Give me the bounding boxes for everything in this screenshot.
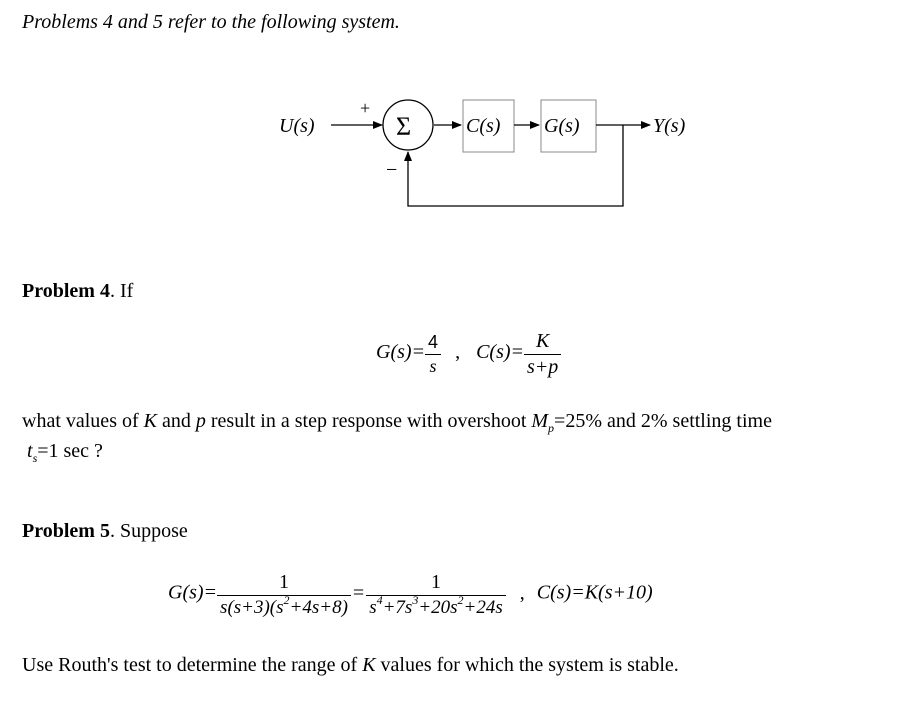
p5-c-expr: C(s)=K(s+10) xyxy=(536,581,653,604)
input-label: U(s) xyxy=(279,115,315,137)
p4-q-part4: and 2% settling time xyxy=(602,410,772,432)
p4-mp-value: =25% xyxy=(554,410,602,432)
p4-q-p: p xyxy=(195,410,206,432)
problem5-heading xyxy=(22,520,188,543)
p4-c-num: K xyxy=(524,330,561,355)
block-diagram xyxy=(0,0,907,230)
p4-q-part3: result in a step response with overshoot xyxy=(205,410,532,432)
p5-frac2-t2: +7s xyxy=(382,597,413,618)
p5-fraction1 xyxy=(217,571,351,619)
p4-c-den: s+p xyxy=(527,356,559,378)
p4-g-den: s xyxy=(429,356,437,376)
problem5-label: Problem 5 xyxy=(22,520,110,542)
p4-ts-value: =1 xyxy=(37,440,59,462)
p5-frac2-t1: s xyxy=(369,597,377,618)
p4-g-fraction xyxy=(425,332,441,377)
problem4-label: Problem 4 xyxy=(22,280,110,302)
p5-frac1-num: 1 xyxy=(217,571,351,596)
p5-frac1-den-exp: 2 xyxy=(283,593,290,607)
p4-mp-M: M xyxy=(531,410,549,432)
p5-frac2-e1: 4 xyxy=(376,593,383,607)
p4-ts-t: t xyxy=(27,440,33,462)
p5-routh-K: K xyxy=(362,654,376,676)
p5-frac1-den-a: s(s+3)(s xyxy=(220,597,284,618)
problem4-question-line2 xyxy=(27,440,103,463)
p5-eq: = xyxy=(352,581,365,604)
p5-frac2-e2: 3 xyxy=(412,593,419,607)
problem4-heading xyxy=(22,280,133,303)
p4-ts-unit: sec ? xyxy=(58,440,103,462)
p5-frac2-e3: 2 xyxy=(457,593,464,607)
plus-sign: + xyxy=(360,98,371,118)
p5-frac2-t3: +20s xyxy=(418,597,458,618)
p5-sep: , xyxy=(519,581,525,604)
p5-frac2-num: 1 xyxy=(366,571,506,596)
p5-routh-part1: Use Routh's test to determine the range of xyxy=(22,654,363,676)
block-c-label: C(s) xyxy=(466,115,501,137)
p4-sep: , xyxy=(455,341,461,364)
p4-mp-sub: p xyxy=(548,421,555,435)
p5-frac2-t4: +24s xyxy=(463,597,503,618)
p4-q-K: K xyxy=(143,410,157,432)
problem5-intro: . Suppose xyxy=(109,520,188,542)
p4-c-fraction xyxy=(524,330,561,379)
p4-g-lhs: G(s)= xyxy=(376,341,426,364)
problem4-intro: . If xyxy=(109,280,134,302)
p4-g-num: 4 xyxy=(425,332,441,355)
problem5-equation xyxy=(168,571,653,619)
problem4-equation xyxy=(376,330,561,379)
output-label: Y(s) xyxy=(653,115,686,137)
p5-g-lhs: G(s)= xyxy=(168,581,218,604)
p4-ts-sub: s xyxy=(32,451,38,465)
block-g-label: G(s) xyxy=(544,115,580,137)
minus-sign: − xyxy=(386,159,398,181)
p4-c-lhs: C(s)= xyxy=(476,341,525,364)
p5-frac2-den xyxy=(366,593,506,619)
p5-fraction2 xyxy=(366,571,506,619)
p4-q-part1: what values of xyxy=(22,410,144,432)
p4-q-part2: and xyxy=(156,410,196,432)
p5-frac1-den-b: +4s+8) xyxy=(289,597,348,618)
intro-text: Problems 4 and 5 refer to the following system. xyxy=(22,11,400,33)
sigma-symbol: Σ xyxy=(396,112,412,141)
p5-routh-part2: values for which the system is stable. xyxy=(375,654,679,676)
problem5-routh-text xyxy=(22,654,679,677)
problem4-question-line1 xyxy=(22,410,772,433)
p5-frac1-den xyxy=(217,593,351,619)
